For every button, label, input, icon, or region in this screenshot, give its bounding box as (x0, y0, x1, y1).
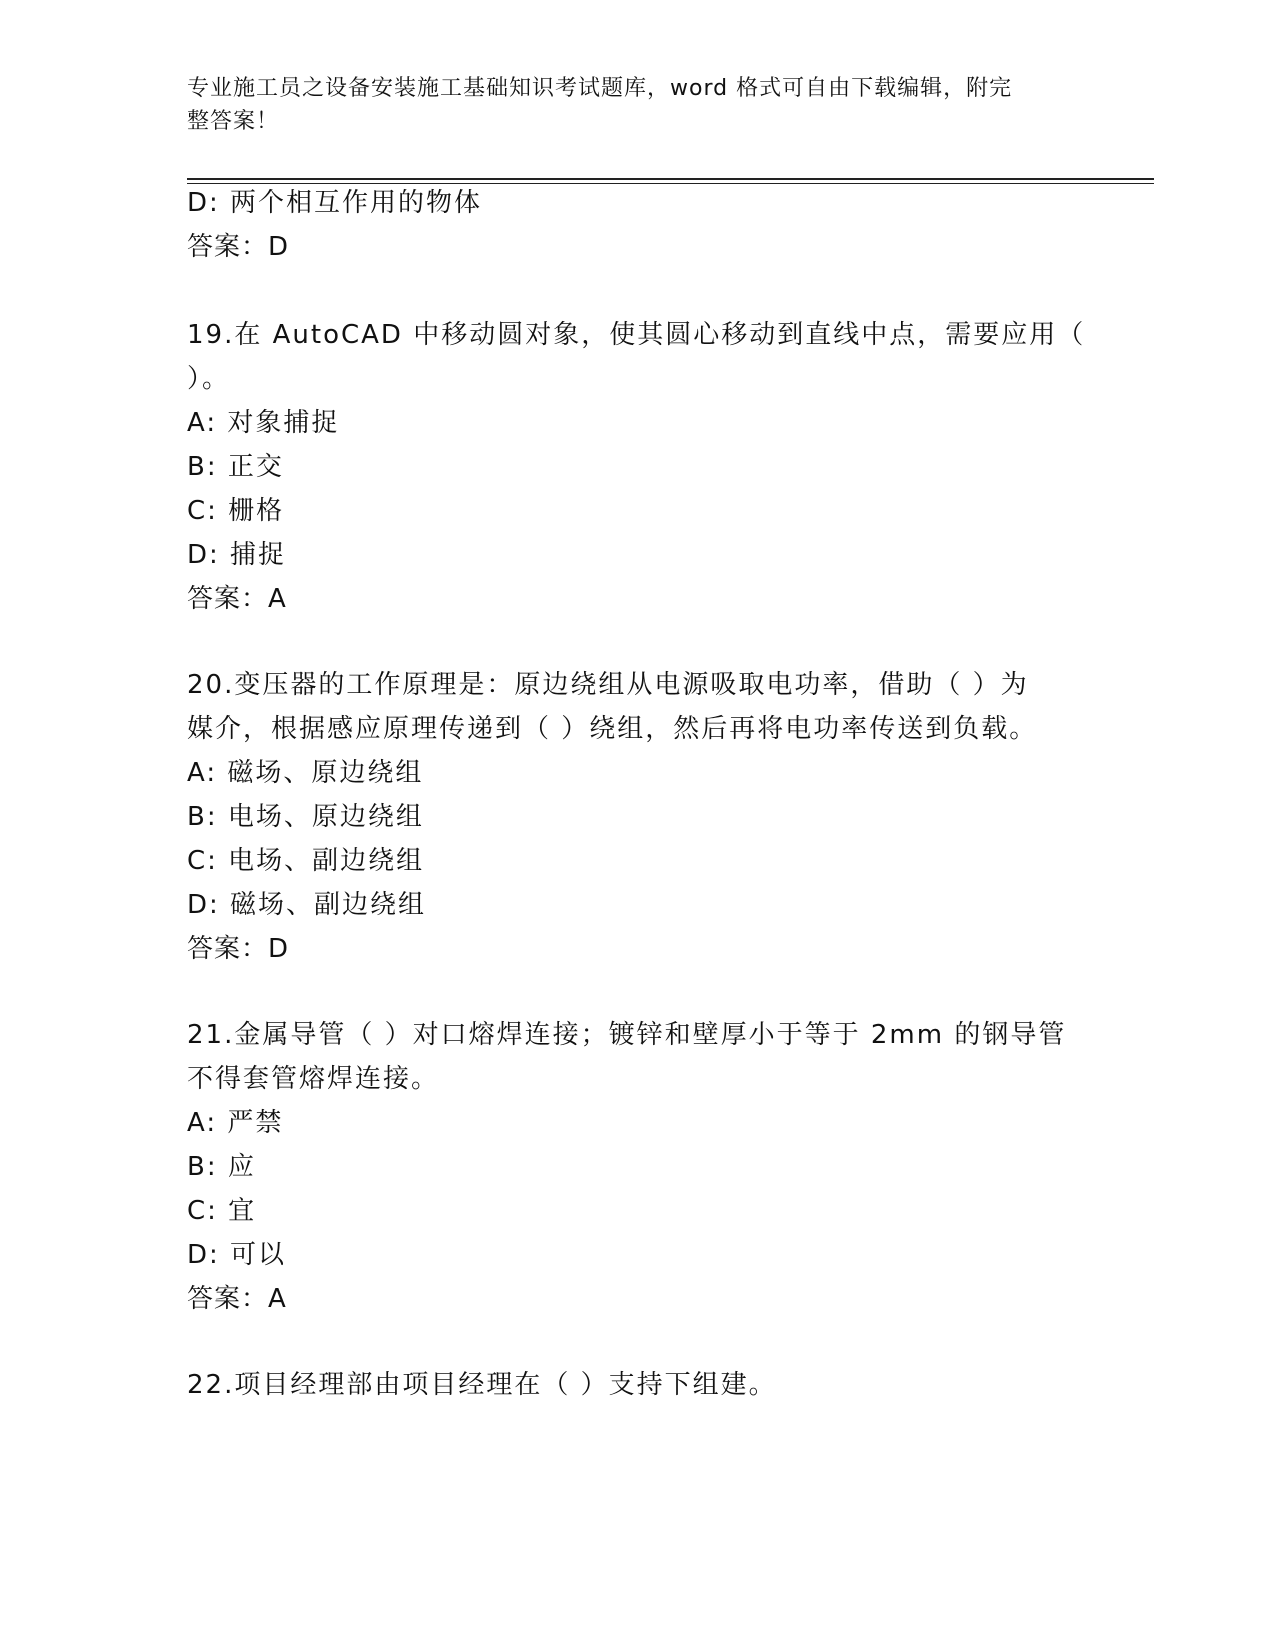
q20-option-c: C: 电场、副边绕组 (187, 846, 425, 876)
q21-stem-line-1: 21.金属导管（ ）对口熔焊连接；镀锌和壁厚小于等于 2mm 的钢导管 (187, 1020, 1067, 1050)
q19-answer: 答案：A (187, 584, 287, 614)
prev-answer: 答案：D (187, 232, 290, 262)
q19-option-a: A: 对象捕捉 (187, 408, 340, 438)
q19-option-d: D: 捕捉 (187, 540, 287, 570)
q20-stem-line-2: 媒介，根据感应原理传递到（ ）绕组，然后再将电功率传送到负载。 (187, 714, 1038, 744)
q21-option-b: B: 应 (187, 1152, 256, 1182)
q21-option-d: D: 可以 (187, 1240, 287, 1270)
header-line-2: 整答案！ (187, 109, 280, 134)
header-line-1: 专业施工员之设备安装施工基础知识考试题库，word 格式可自由下载编辑，附完 (187, 76, 1013, 101)
q19-stem-line-1: 19.在 AutoCAD 中移动圆对象，使其圆心移动到直线中点，需要应用（ (187, 320, 1086, 350)
q21-stem-line-2: 不得套管熔焊连接。 (187, 1064, 440, 1094)
prev-option-d: D: 两个相互作用的物体 (187, 188, 483, 218)
q20-option-a: A: 磁场、原边绕组 (187, 758, 424, 788)
q19-stem-line-2: ）。 (187, 364, 231, 394)
q21-option-c: C: 宜 (187, 1196, 257, 1226)
q19-option-c: C: 栅格 (187, 496, 285, 526)
q19-option-b: B: 正交 (187, 452, 284, 482)
q20-answer: 答案：D (187, 934, 290, 964)
header-divider (187, 178, 1154, 184)
q20-option-b: B: 电场、原边绕组 (187, 802, 424, 832)
q21-option-a: A: 严禁 (187, 1108, 284, 1138)
q20-stem-line-1: 20.变压器的工作原理是：原边绕组从电源吸取电功率，借助（ ）为 (187, 670, 1029, 700)
q21-answer: 答案：A (187, 1284, 287, 1314)
document-header (187, 72, 1067, 138)
q22-stem-line-1: 22.项目经理部由项目经理在（ ）支持下组建。 (187, 1370, 777, 1400)
q20-option-d: D: 磁场、副边绕组 (187, 890, 427, 920)
